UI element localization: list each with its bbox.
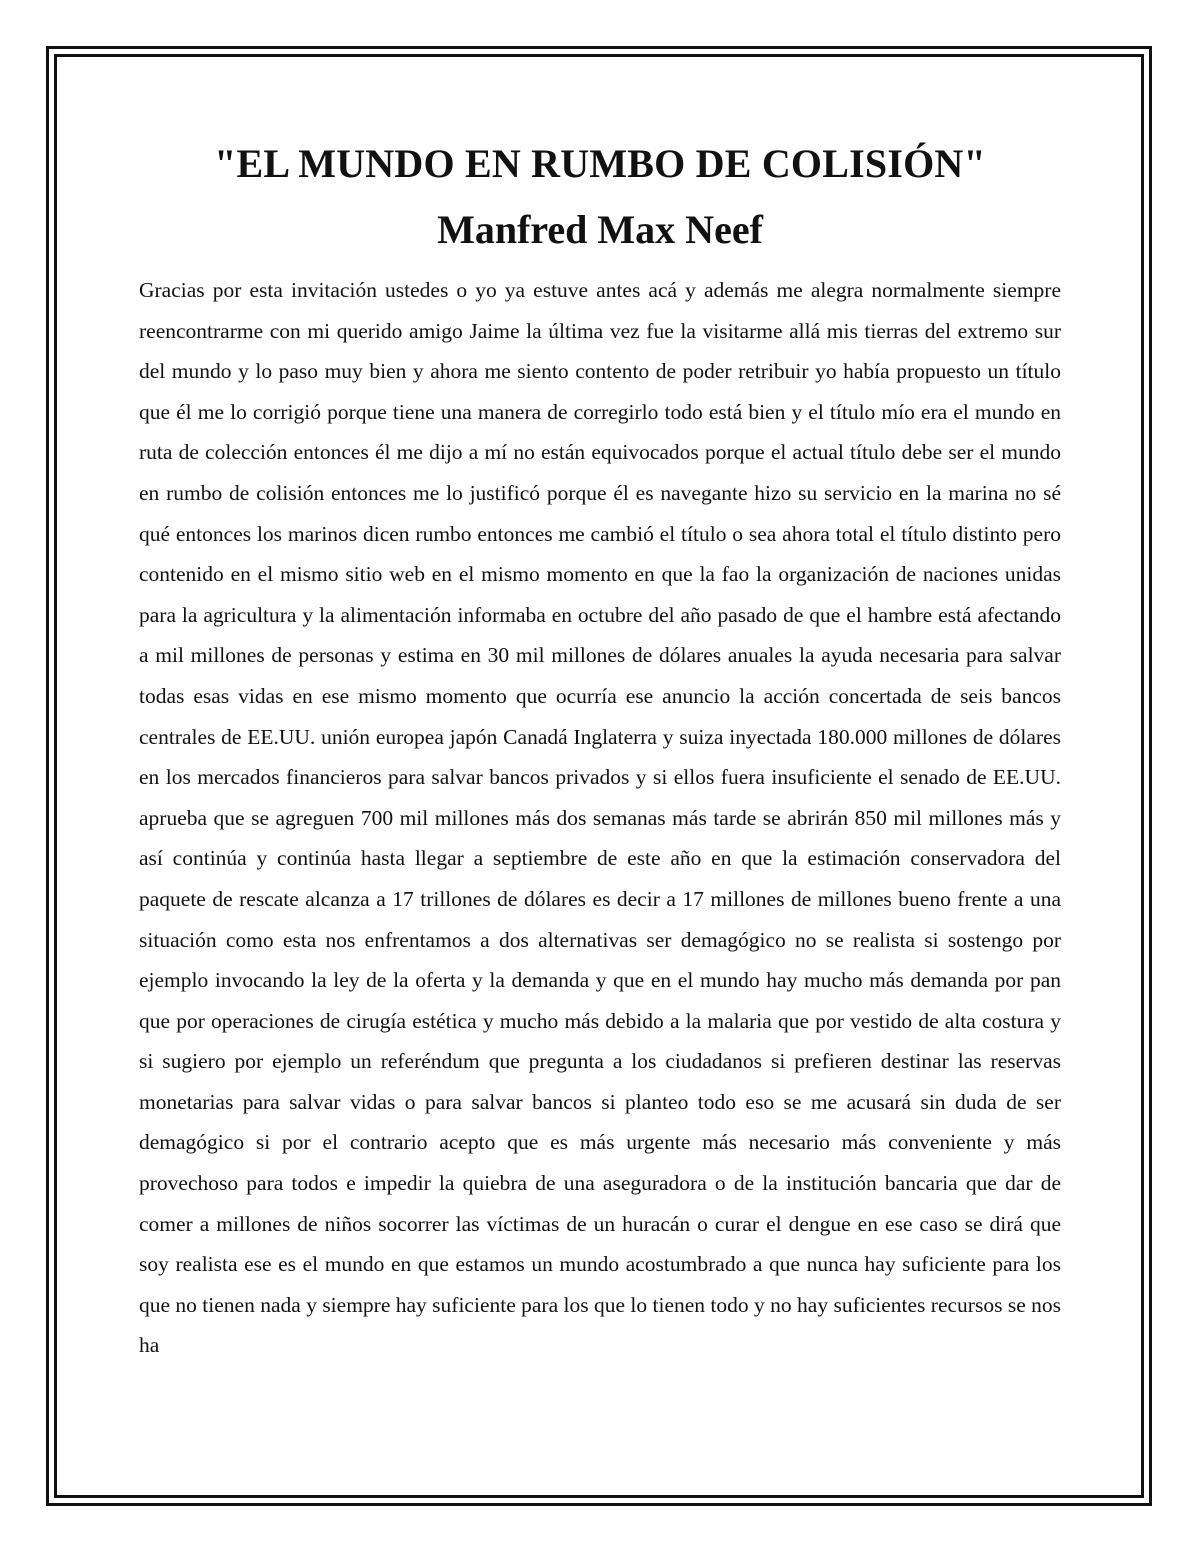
document-title: "EL MUNDO EN RUMBO DE COLISIÓN": [214, 141, 986, 186]
document-content: [139, 138, 1061, 1366]
document-body-paragraph: Gracias por esta invitación ustedes o yo ya estuve antes acá y además me alegra normalmente siempre reencontrarme con mi querido amigo Jaime la última vez fue la visitarme allá mis tierras del extremo sur del mundo y lo paso muy bien y ahora me siento contento de poder retribuir yo había propuesto un título que él me lo corrigió porque tiene una manera de corregirlo todo está bien y el título mío era el mundo en ruta de colección entonces él me dijo a mí no están equivocados porque el actual título debe ser el mundo en rumbo de colisión entonces me lo justificó porque él es navegante hizo su servicio en la marina no sé qué entonces los marinos dicen rumbo entonces me cambió el título o sea ahora total el título distinto pero contenido en el mismo sitio web en el mismo momento en que la fao la organización de naciones unidas para la agricultura y la alimentación informaba en octubre del año pasado de que el hambre está afectando a mil millones de personas y estima en 30 mil millones de dólares anuales la ayuda necesaria para salvar todas esas vidas en ese mismo momento que ocurría ese anuncio la acción concertada de seis bancos centrales de EE.UU. unión europea japón Canadá Inglaterra y suiza inyectada 180.000 millones de dólares en los mercados financieros para salvar bancos privados y si ellos fuera insuficiente el senado de EE.UU. aprueba que se agreguen 700 mil millones más dos semanas más tarde se abrirán 850 mil millones más y así continúa y continúa hasta llegar a septiembre de este año en que la estimación conservadora del paquete de rescate alcanza a 17 trillones de dólares es decir a 17 millones de millones bueno frente a una situación como esta nos enfrentamos a dos alternativas ser demagógico no se realista si sostengo por ejemplo invocando la ley de la oferta y la demanda y que en el mundo hay mucho más demanda por pan que por operaciones de cirugía estética y mucho más debido a la malaria que por vestido de alta costura y si sugiero por ejemplo un referéndum que pregunta a los ciudadanos si prefieren destinar las reservas monetarias para salvar vidas o para salvar bancos si planteo todo eso se me acusará sin duda de ser demagógico si por el contrario acepto que es más urgente más necesario más conveniente y más provechoso para todos e impedir la quiebra de una aseguradora o de la institución bancaria que dar de comer a millones de niños socorrer las víctimas de un huracán o curar el dengue en ese caso se dirá que soy realista ese es el mundo en que estamos un mundo acostumbrado a que nunca hay suficiente para los que no tienen nada y siempre hay suficiente para los que lo tienen todo y no hay suficientes recursos se nos ha: [139, 278, 1061, 1358]
document-author: Manfred Max Neef: [437, 207, 763, 252]
